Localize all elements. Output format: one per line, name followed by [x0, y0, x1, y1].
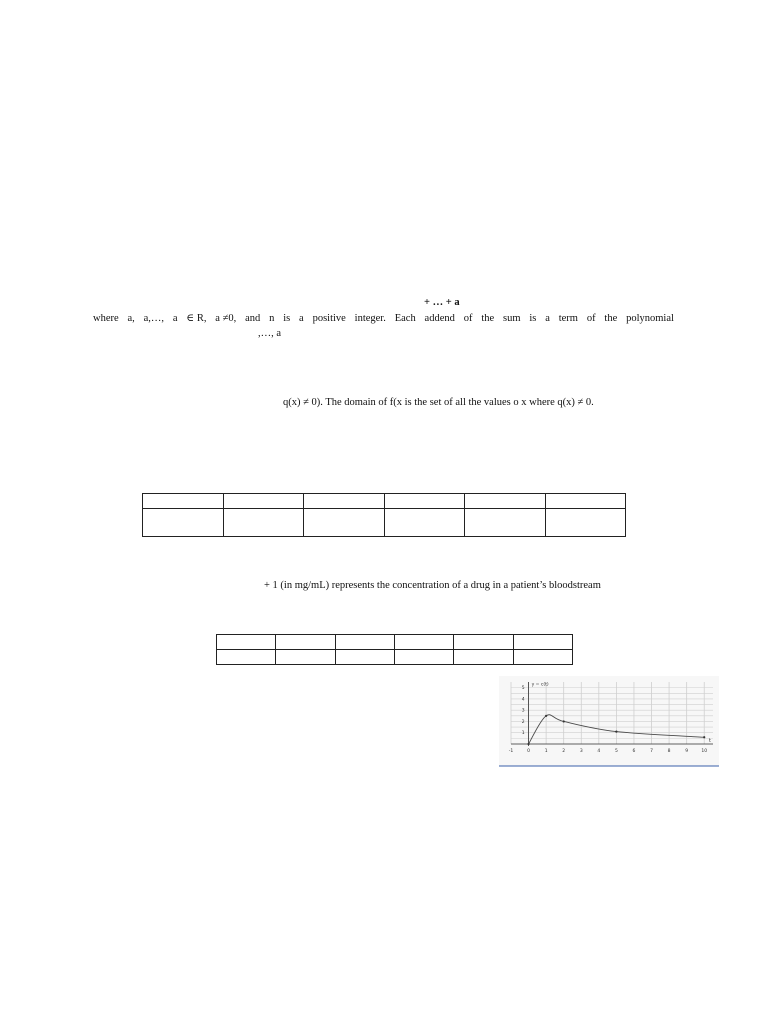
- x-tick-label: 9: [685, 749, 689, 754]
- x-tick-label: 10: [701, 749, 708, 754]
- table-cell: [223, 494, 304, 509]
- table-cell: [304, 494, 385, 509]
- table-row: [143, 494, 626, 509]
- y-tick-label: 5: [521, 686, 525, 692]
- table-cell: [465, 509, 546, 537]
- x-tick-label: 7: [650, 749, 653, 754]
- x-axis-label: t: [709, 738, 711, 744]
- word: ∈ R,: [186, 313, 207, 324]
- table-cell: [223, 509, 304, 537]
- word: where: [93, 313, 119, 324]
- table-cell: [276, 650, 335, 665]
- y-tick-label: 3: [521, 708, 525, 714]
- word: sum: [502, 313, 521, 324]
- word: term: [558, 313, 578, 324]
- table-cell: [513, 635, 572, 650]
- coefficient-list: ,…, a: [258, 328, 282, 339]
- word: is: [283, 313, 291, 324]
- rational-domain-line: q(x) ≠ 0). The domain of f(x is the set of all the values o x where q(x) ≠ 0.: [283, 397, 594, 408]
- word: of: [463, 313, 473, 324]
- word: a: [545, 313, 550, 324]
- word: the: [604, 313, 618, 324]
- table-cell: [545, 509, 626, 537]
- data-point: [527, 743, 529, 745]
- table-cell: [217, 650, 276, 665]
- table-cell: [217, 635, 276, 650]
- word: integer.: [354, 313, 386, 324]
- curve-label: y = c(t): [531, 682, 549, 688]
- data-point: [545, 715, 547, 717]
- table-cell: [454, 650, 513, 665]
- table-cell: [513, 650, 572, 665]
- data-point: [615, 731, 617, 733]
- value-table-2: [216, 634, 573, 665]
- graph-svg: [499, 676, 719, 768]
- word: polynomial: [626, 313, 674, 324]
- x-tick-label: 1: [544, 749, 548, 754]
- word: Each: [394, 313, 416, 324]
- table-cell: [276, 635, 335, 650]
- word: a,…,: [143, 313, 165, 324]
- y-tick-label: 1: [521, 731, 525, 737]
- word: the: [481, 313, 495, 324]
- table-cell: [454, 635, 513, 650]
- table-cell: [394, 650, 453, 665]
- y-tick-label: 2: [521, 719, 525, 725]
- x-tick-label: -1: [508, 749, 514, 754]
- word: of: [586, 313, 596, 324]
- x-tick-label: 6: [632, 749, 636, 754]
- value-table-1: [142, 493, 626, 537]
- polynomial-definition-line: [93, 313, 674, 325]
- concentration-graph: [499, 676, 719, 768]
- word: a ≠0,: [215, 313, 237, 324]
- x-tick-label: 2: [562, 749, 566, 754]
- x-tick-label: 4: [597, 749, 601, 754]
- data-point: [563, 720, 565, 722]
- table-row: [217, 650, 573, 665]
- table-cell: [384, 509, 465, 537]
- word: positive: [312, 313, 346, 324]
- table-cell: [335, 635, 394, 650]
- table-cell: [384, 494, 465, 509]
- x-tick-label: 3: [579, 749, 583, 754]
- equation-tail: + … + a: [424, 297, 460, 308]
- table-cell: [465, 494, 546, 509]
- table-row: [143, 509, 626, 537]
- table-cell: [143, 494, 224, 509]
- data-point: [703, 736, 705, 738]
- table-cell: [545, 494, 626, 509]
- drug-concentration-line: + 1 (in mg/mL) represents the concentration of a drug in a patient’s bloodstream: [264, 580, 601, 591]
- word: n: [269, 313, 275, 324]
- table-cell: [304, 509, 385, 537]
- x-tick-label: 0: [527, 749, 531, 754]
- table-row: [217, 635, 573, 650]
- y-tick-label: 4: [521, 697, 525, 703]
- word: addend: [424, 313, 455, 324]
- x-tick-label: 8: [667, 749, 671, 754]
- word: a,: [127, 313, 135, 324]
- x-tick-label: 5: [614, 749, 618, 754]
- word: a: [172, 313, 178, 324]
- table-cell: [335, 650, 394, 665]
- word: and: [245, 313, 261, 324]
- table-cell: [394, 635, 453, 650]
- table-cell: [143, 509, 224, 537]
- word: is: [529, 313, 537, 324]
- word: a: [299, 313, 304, 324]
